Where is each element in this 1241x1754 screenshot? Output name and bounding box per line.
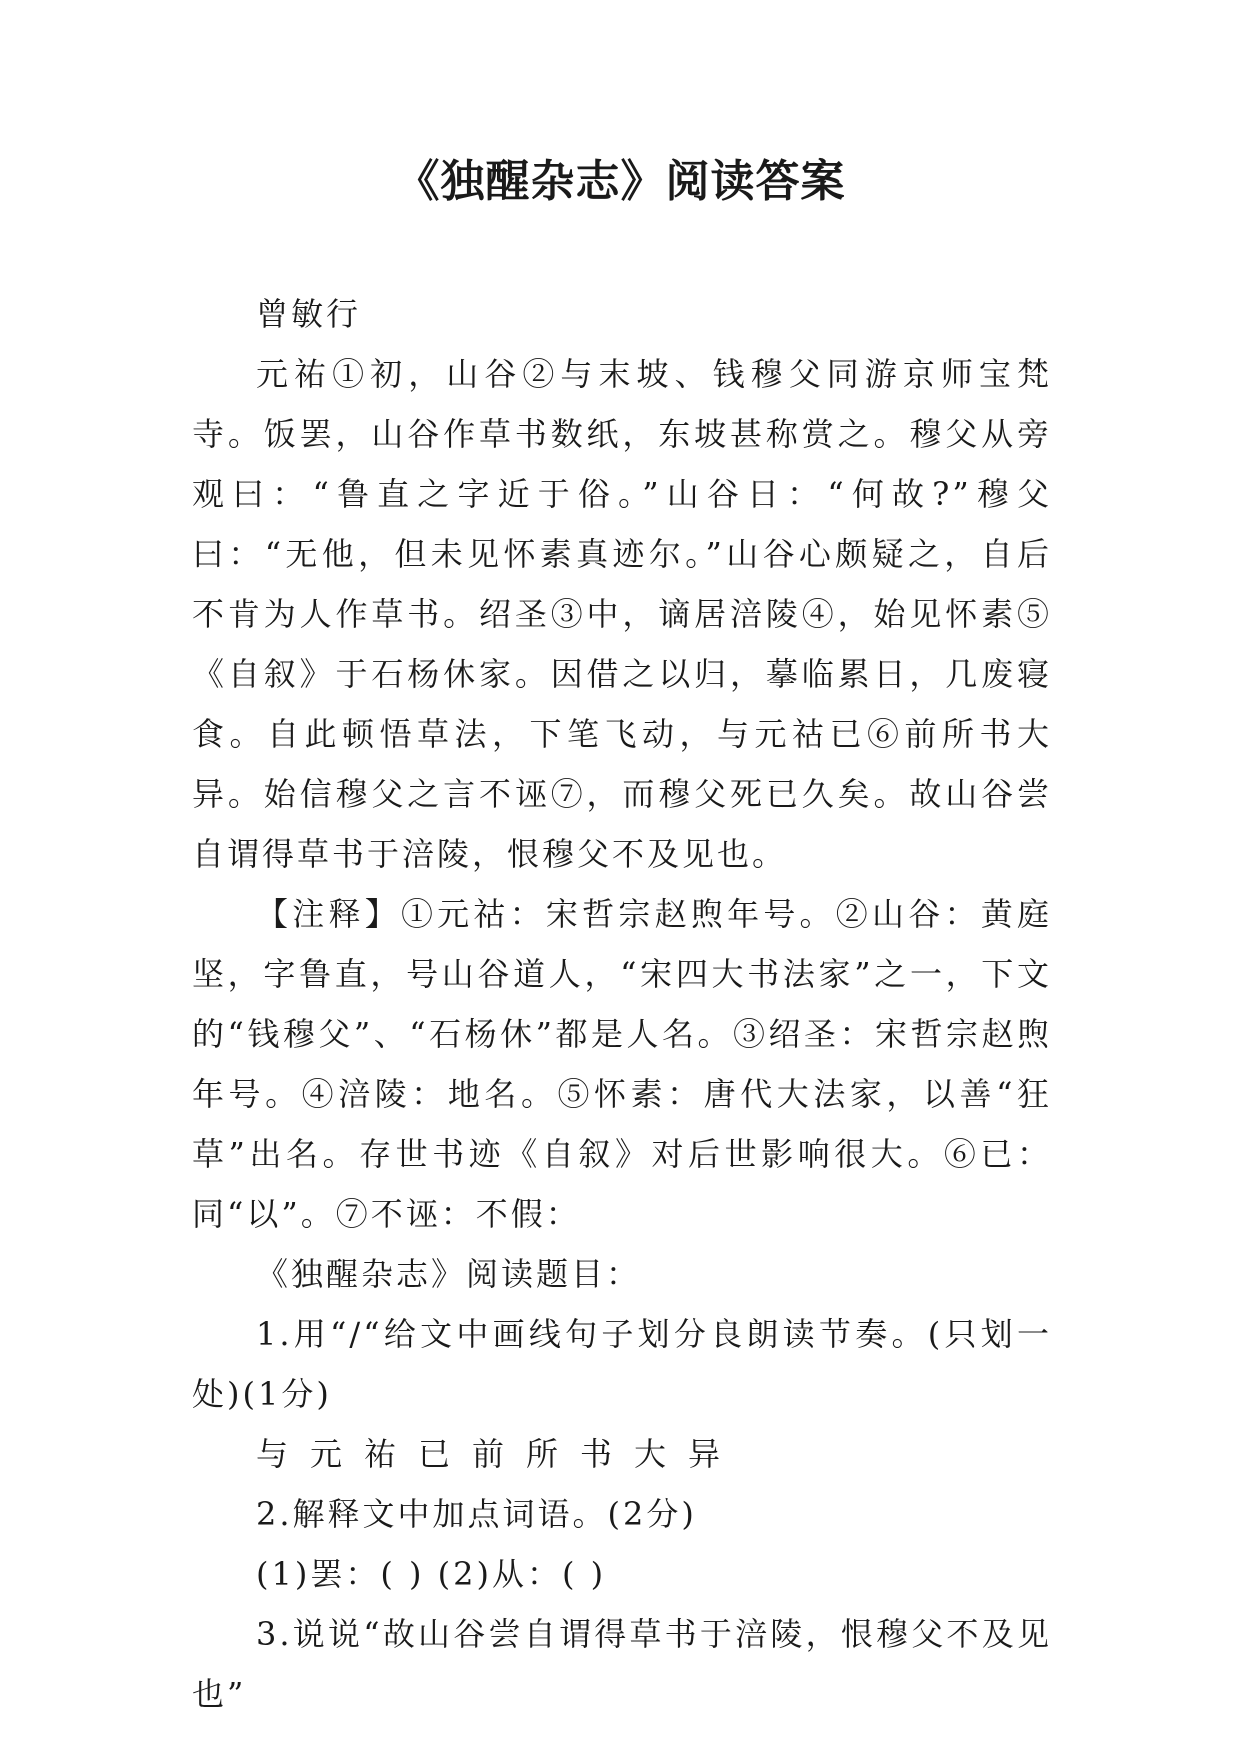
question-1-sentence: 与元祐已前所书大异: [256, 1435, 743, 1473]
notes-paragraph: 【注释】①元祜：宋哲宗赵煦年号。②山谷：黄庭坚，字鲁直，号山谷道人，“宋四大书法家”之一，下文的“钱穆父”、“石杨休”都是人名。③绍圣：宋哲宗赵煦年号。④涪陵：地名。⑤怀素：唐代大法家，以善“狂草”出名。存世书迹《自叙》对后世影响很大。⑥已：同“以”。⑦不诬：不假：: [192, 895, 1052, 1233]
passage-paragraph: 元祐①初，山谷②与末坡、钱穆父同游京师宝梵寺。饭罢，山谷作草书数纸，东坡甚称赏之。穆父从旁观曰：“鲁直之字近于俗。”山谷日：“何故?”穆父曰：“无他，但未见怀素真迹尔。”山谷心颇疑之，自后不肯为人作草书。绍圣③中，谪居涪陵④，始见怀素⑤《自叙》于石杨休家。因借之以归，摹临累日，几废寝食。自此顿悟草法，下笔飞动，与元祜已⑥前所书大异。始信穆父之言不诬⑦，而穆父死已久矣。故山谷尝自谓得草书于涪陵，恨穆父不及见也。: [192, 355, 1052, 873]
document-title: 《独醒杂志》阅读答案: [395, 156, 846, 207]
question-1: 1.用“/“给文中画线句子划分良朗读节奏。(只划一处)(1分): [192, 1315, 1052, 1413]
question-3: 3.说说“故山谷尝自谓得草书于涪陵，恨穆父不及见也”: [192, 1615, 1052, 1713]
document-body: [192, 284, 1052, 1724]
question-2: 2.解释文中加点词语。(2分): [256, 1495, 697, 1533]
author-line: 曾敏行: [256, 295, 362, 333]
questions-heading: 《独醒杂志》阅读题目：: [256, 1255, 642, 1293]
question-2-items: (1)罢：( ) (2)从：( ): [256, 1555, 607, 1593]
